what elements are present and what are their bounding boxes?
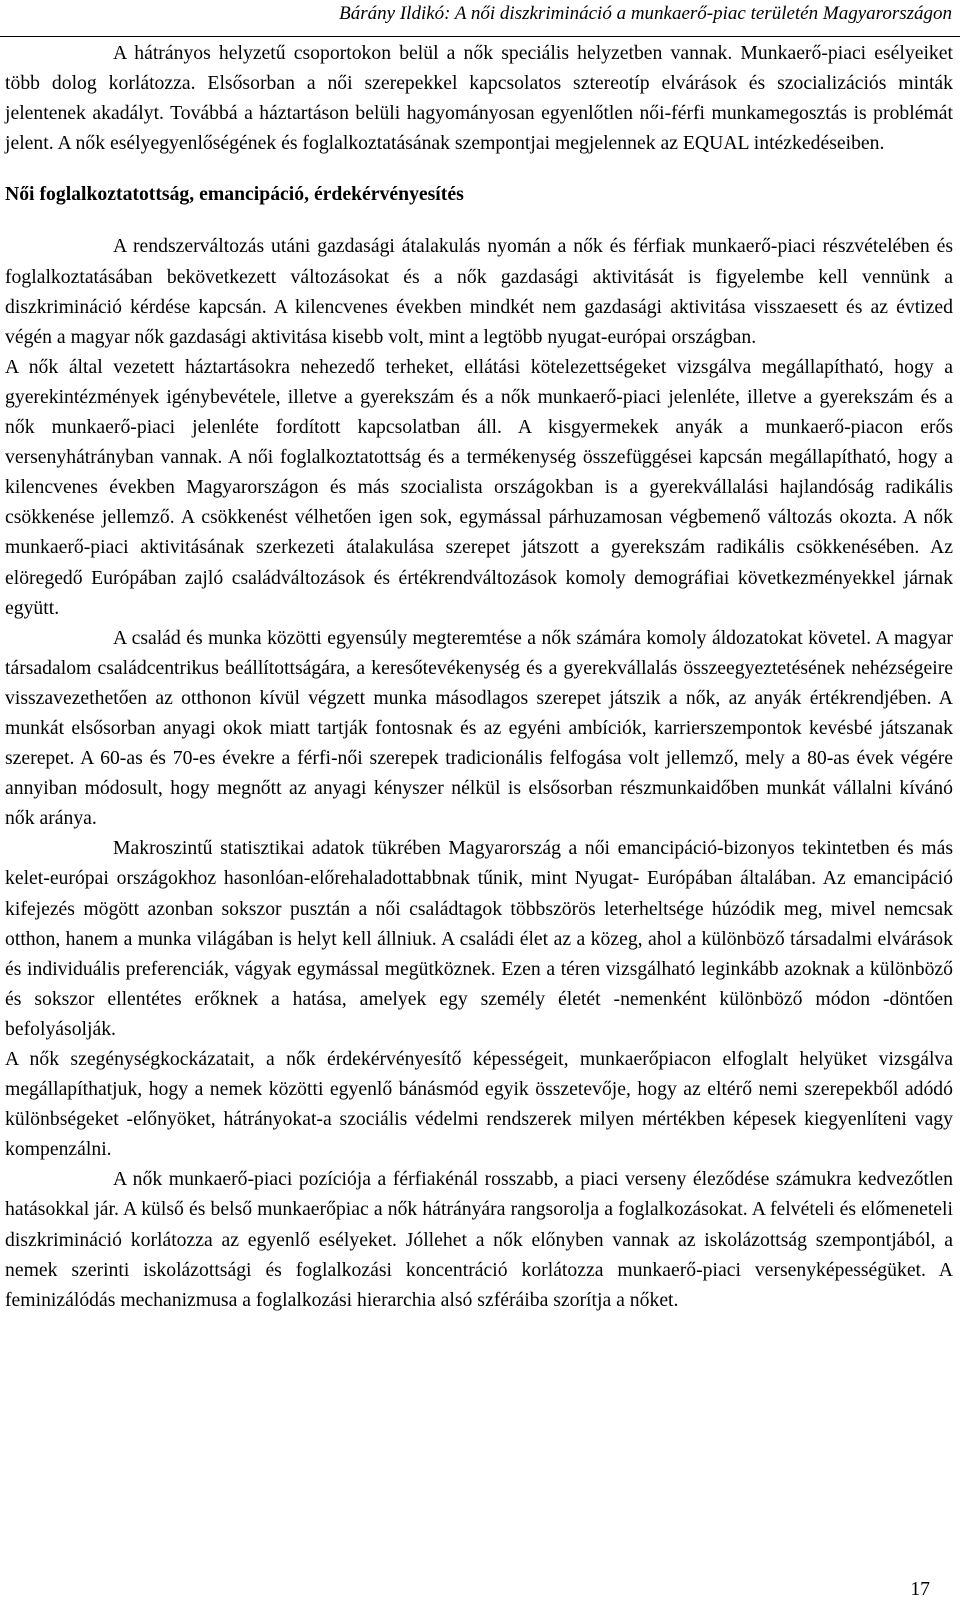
body-paragraph: A rendszerváltozás utáni gazdasági átalakulás nyomán a nők és férfiak munkaerő-piaci részvételében és foglalkoztatásában bekövetkezett változásokat és a nők gazdasági aktivitását is figyelembe kell vennünk a diszkrimináció kérdése kapcsán. A kilencvenes években mindkét nem gazdasági aktivitása visszaesett és az évtized végén a magyar nők gazdasági aktivitása kisebb volt, mint a legtöbb nyugat-európai országban.: [5, 235, 953, 348]
running-header: [0, 0, 960, 37]
intro-paragraph: A hátrányos helyzetű csoportokon belül a nők speciális helyzetben vannak. Munkaerő-piaci esélyeiket több dolog korlátozza. Elsősorban a női szerepekkel kapcsolatos sztereotíp elvárások és szocializációs minták jelentenek akadályt. Továbbá a háztartáson belüli hagyományosan egyenlőtlen női-férfi munkamegosztás is problémát jelent. A nők esélyegyenlőségének és foglalkoztatásának szempontjai megjelennek az EQUAL intézkedéseiben.: [5, 42, 953, 155]
page-number: 17: [910, 1578, 930, 1600]
body-paragraph: A nők szegénységkockázatait, a nők érdekérvényesítő képességeit, munkaerőpiacon elfoglalt helyüket vizsgálva megállapíthatjuk, hogy a nemek közötti egyenlő bánásmód egyik összetevője, hogy az eltérő nemi szerepekből adódó különbségeket -előnyöket, hátrányokat-a szociális védelmi rendszerek milyen mértékben képesek kiegyenlíteni vagy kompenzálni.: [5, 1048, 953, 1161]
body-paragraph: A nők által vezetett háztartásokra nehezedő terheket, ellátási kötelezettségeket vizsgálva megállapítható, hogy a gyerekintézmények igénybevétele, illetve a gyerekszám és a nők munkaerő-piaci jelenléte, illetve a gyerekszám és a nők munkaerő-piaci jelenléte fordított kapcsolatban áll. A kisgyermekek anyák a munkaerő-piacon erős versenyhátrányban vannak. A női foglalkoztatottság és a termékenység összefüggései kapcsán megállapítható, hogy a kilencvenes években Magyarországon és más szocialista országokban is a gyerekvállalási hajlandóság radikális csökkenése jellemző. A csökkenést vélhetően igen sok, egymással párhuzamosan végbemenő változás okozta. A nők munkaerő-piaci aktivitásának szerkezeti átalakulása szerepet játszott a gyerekszám radikális csökkenésében. Az elöregedő Európában zajló családváltozások és értékrendváltozások komoly demográfiai következményekkel járnak együtt.: [5, 355, 953, 619]
body-paragraph: A nők munkaerő-piaci pozíciója a férfiakénál rosszabb, a piaci verseny éleződése számukra kedvezőtlen hatásokkal jár. A külső és belső munkaerőpiac a nők hátrányára rangsorolja a foglalkozásokat. A felvételi és előmeneteli diszkrimináció korlátozza az egyenlő esélyeket. Jóllehet a nők előnyben vannak az iskolázottság szempontjából, a nemek szerinti iskolázottsági és foglalkozási koncentráció korlátozza munkaerő-piaci versenyképességüket. A feminizálódás mechanizmusa a foglalkozási hierarchia alsó szféráiba szorítja a nőket.: [5, 1168, 953, 1311]
section-heading: Női foglalkoztatottság, emancipáció, érdekérvényesítés: [5, 183, 464, 206]
document-body: [5, 38, 953, 1315]
body-paragraph: Makroszintű statisztikai adatok tükrében Magyarország a női emancipáció-bizonyos tekintetben és más kelet-európai országokhoz hasonlóan-előrehaladottabbnak tűnik, mint Nyugat- Európában általában. Az emancipáció kifejezés mögött azonban sokszor pusztán a női családtagok többszörös leterheltsége húzódik meg, mivel nemcsak otthon, hanem a munka világában is helyt kell állniuk. A családi élet az a közeg, ahol a különböző társadalmi elvárások és individuális preferenciák, vágyak egymással megütköznek. Ezen a téren vizsgálható leginkább azoknak a különböző és sokszor ellentétes erőknek a hatása, amelyek egy személy életét -nemenként különböző módon -döntően befolyásolják.: [5, 837, 953, 1040]
body-paragraph: A család és munka közötti egyensúly megteremtése a nők számára komoly áldozatokat követel. A magyar társadalom családcentrikus beállítottságára, a keresőtevékenység és a gyerekvállalás összeegyeztetésének nehézségeire visszavezethetően az otthonon kívül végzett munka másodlagos szerepet játszik a nők, az anyák értékrendjében. A munkát elsősorban anyagi okok miatt tartják fontosnak és az egyéni ambíciók, karrierszempontok kevésbé játszanak szerepet. A 60-as és 70-es évekre a férfi-női szerepek tradicionális felfogása volt jellemző, mely a 80-as évek végére annyiban módosult, hogy megnőtt az anyagi kényszer nélkül is elsősorban részmunkaidőben munkát vállalni kívánó nők aránya.: [5, 626, 953, 830]
running-title: Bárány Ildikó: A női diszkrimináció a munkaerő-piac területén Magyarországon: [339, 3, 952, 24]
